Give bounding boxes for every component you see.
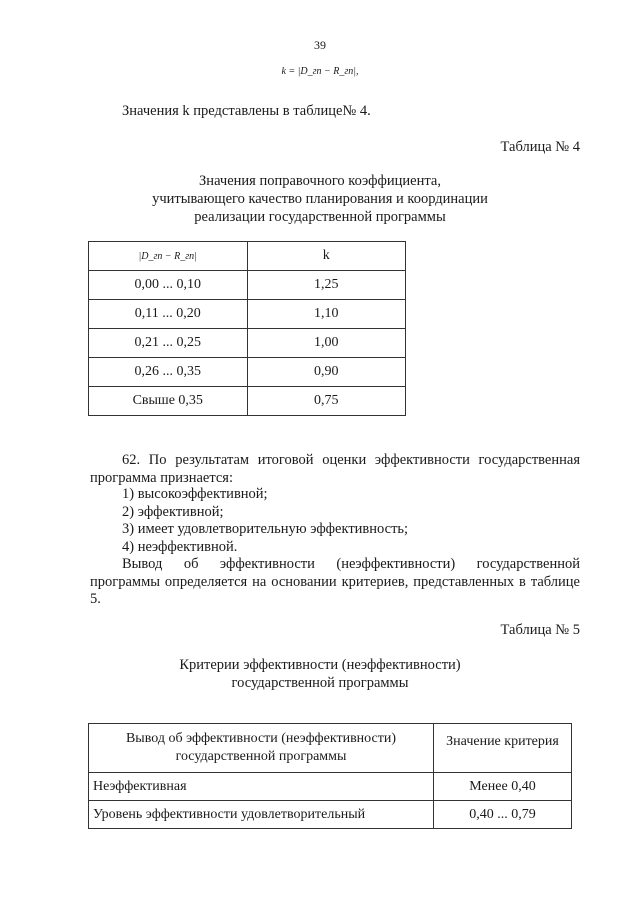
table-row	[89, 329, 406, 358]
list-item: 2) эффективной;	[122, 503, 224, 520]
table4-title-line: Значения поправочного коэффициента,	[199, 173, 441, 189]
table4-header-k: k	[247, 242, 406, 271]
table4-cell-range: 0,21 ... 0,25	[89, 329, 248, 358]
table4-title-line: реализации государственной программы	[194, 209, 446, 225]
paragraph-62: 62. По результатам итоговой оценки эффективности государственная программа признается:	[90, 452, 580, 486]
table4-cell-k: 1,00	[247, 329, 406, 358]
table4-header-diff: |D_гп − R_гп|	[89, 242, 248, 271]
evaluation-list	[122, 486, 582, 556]
table4-cell-k: 0,75	[247, 387, 406, 416]
formula-k: k = |D_гп − R_гп|,	[281, 66, 359, 77]
table4	[88, 241, 406, 416]
list-item: 1) высокоэффективной;	[122, 486, 268, 502]
table4-title	[0, 172, 640, 226]
table5-title-line: Критерии эффективности (неэффективности)	[179, 657, 461, 673]
table-row	[89, 387, 406, 416]
table5-cell-conclusion: Уровень эффективности удовлетворительный	[89, 801, 434, 829]
table5-header-conclusion: Вывод об эффективности (неэффективности) государственной программы	[89, 724, 434, 773]
table-row	[89, 801, 572, 829]
table5-header-criterion: Значение критерия	[434, 724, 572, 773]
table-header-row	[89, 242, 406, 271]
conclusion-paragraph: Вывод об эффективности (неэффективности) государственной программы определяется на основании критериев, представленных в таблице 5.	[90, 556, 580, 607]
list-item: 4) неэффективной.	[122, 538, 238, 555]
page-number: 39	[314, 38, 326, 52]
table4-cell-k: 1,10	[247, 300, 406, 329]
table5-title	[0, 656, 640, 692]
table5	[88, 723, 572, 829]
table4-cell-k: 1,25	[247, 271, 406, 300]
table5-cell-value: 0,40 ... 0,79	[434, 801, 572, 829]
table4-cell-range: 0,26 ... 0,35	[89, 358, 248, 387]
table4-cell-range: 0,11 ... 0,20	[89, 300, 248, 329]
table4-cell-range: 0,00 ... 0,10	[89, 271, 248, 300]
table-header-row	[89, 724, 572, 773]
table-row	[89, 300, 406, 329]
table5-caption: Таблица № 5	[500, 622, 580, 638]
table4-title-line: учитывающего качество планирования и координации	[152, 191, 488, 207]
table4-cell-k: 0,90	[247, 358, 406, 387]
list-item: 3) имеет удовлетворительную эффективность;	[122, 521, 409, 537]
table4-caption: Таблица № 4	[500, 139, 580, 155]
table5-cell-value: Менее 0,40	[434, 773, 572, 801]
table-row	[89, 773, 572, 801]
table4-cell-range: Свыше 0,35	[89, 387, 248, 416]
table-row	[89, 358, 406, 387]
table-row	[89, 271, 406, 300]
table5-title-line: государственной программы	[231, 675, 409, 691]
table5-cell-conclusion: Неэффективная	[89, 773, 434, 801]
intro-text: Значения k представлены в таблице№ 4.	[122, 103, 371, 119]
